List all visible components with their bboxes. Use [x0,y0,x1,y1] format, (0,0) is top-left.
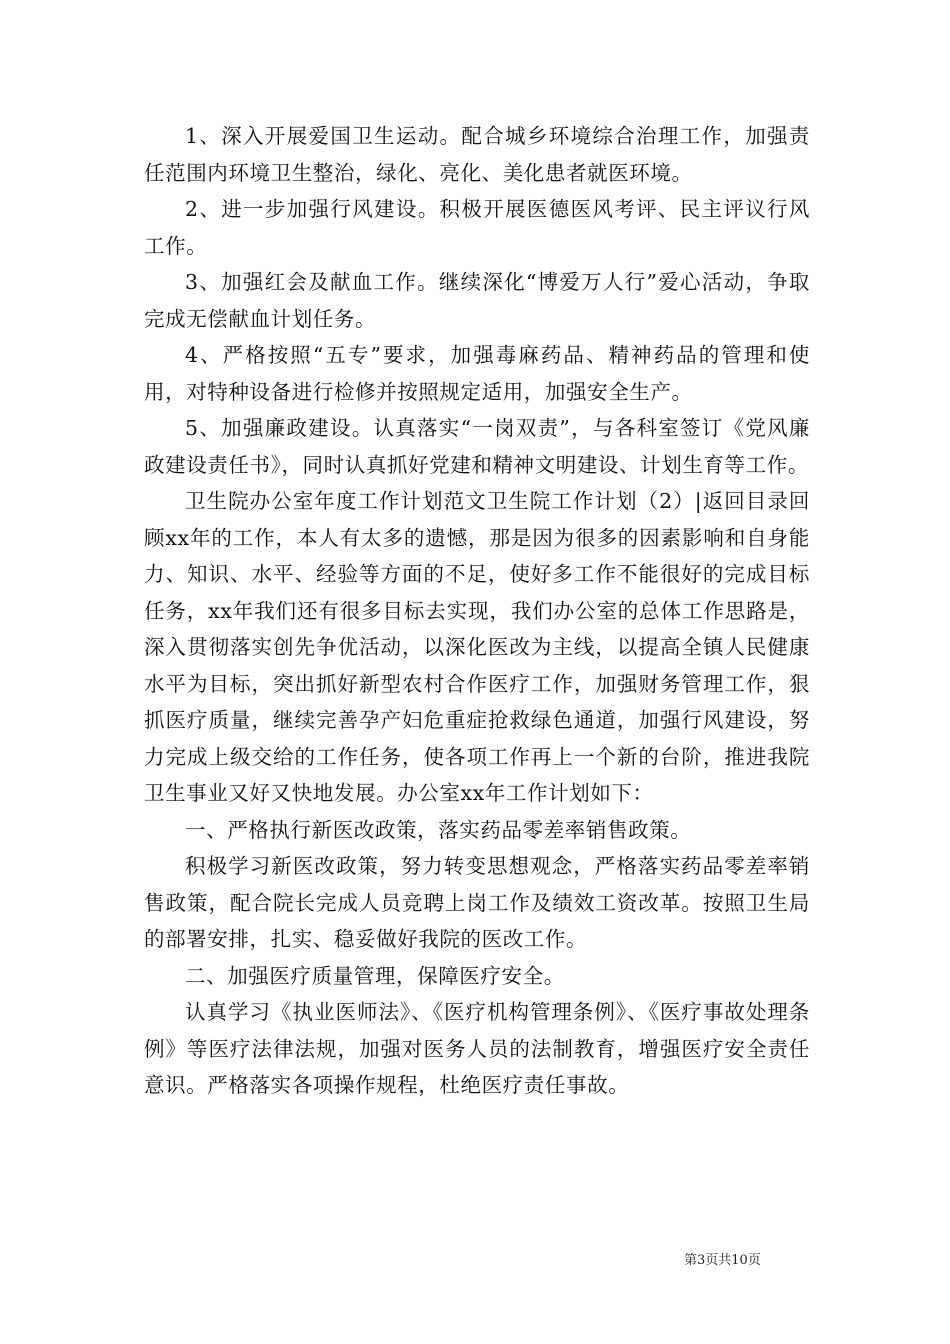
section-heading-1: 一、严格执行新医改政策，落实药品零差率销售政策。 [185,817,692,842]
paragraph-item-5: 5、加强廉政建设。认真落实“一岗双责”，与各科室签订《党风廉政建设责任书》，同时认真抓好党建和精神文明建设、计划生育等工作。 [144,416,810,477]
section-heading-2: 二、加强医疗质量管理，保障医疗安全。 [185,963,565,988]
paragraph-item-1: 1、深入开展爱国卫生运动。配合城乡环境综合治理工作，加强责任范围内环境卫生整治，绿化、亮化、美化患者就医环境。 [144,124,810,185]
paragraph-item-2: 2、进一步加强行风建设。积极开展医德医风考评、民主评议行风工作。 [144,197,810,258]
paragraph-item-3: 3、加强红会及献血工作。继续深化“博爱万人行”爱心活动，争取完成无偿献血计划任务。 [144,270,810,331]
document-body [144,118,810,1104]
page-number-footer: 第3页共10页 [684,1253,761,1268]
section-body-1: 积极学习新医改政策，努力转变思想观念，严格落实药品零差率销售政策，配合院长完成人员竞聘上岗工作及绩效工资改革。按照卫生局的部署安排，扎实、稳妥做好我院的医改工作。 [144,854,810,951]
paragraph-intro-plan-2: 卫生院办公室年度工作计划范文卫生院工作计划（2）|返回目录回顾xx年的工作，本人有太多的遗憾，那是因为很多的因素影响和自身能力、知识、水平、经验等方面的不足，使好多工作不能很好的完成目标任务，xx年我们还有很多目标去实现，我们办公室的总体工作思路是，深入贯彻落实创先争优活动，以深化医改为主线，以提高全镇人民健康水平为目标，突出抓好新型农村合作医疗工作，加强财务管理工作，狠抓医疗质量，继续完善孕产妇危重症抢救绿色通道，加强行风建设，努力完成上级交给的工作任务，使各项工作再上一个新的台阶，推进我院卫生事业又好又快地发展。办公室xx年工作计划如下： [144,489,810,805]
paragraph-item-4: 4、严格按照“五专”要求，加强毒麻药品、精神药品的管理和使用，对特种设备进行检修并按照规定适用，加强安全生产。 [144,343,810,404]
section-body-2: 认真学习《执业医师法》、《医疗机构管理条例》、《医疗事故处理条例》等医疗法律法规，加强对医务人员的法制教育，增强医疗安全责任意识。严格落实各项操作规程，杜绝医疗责任事故。 [144,1000,810,1097]
